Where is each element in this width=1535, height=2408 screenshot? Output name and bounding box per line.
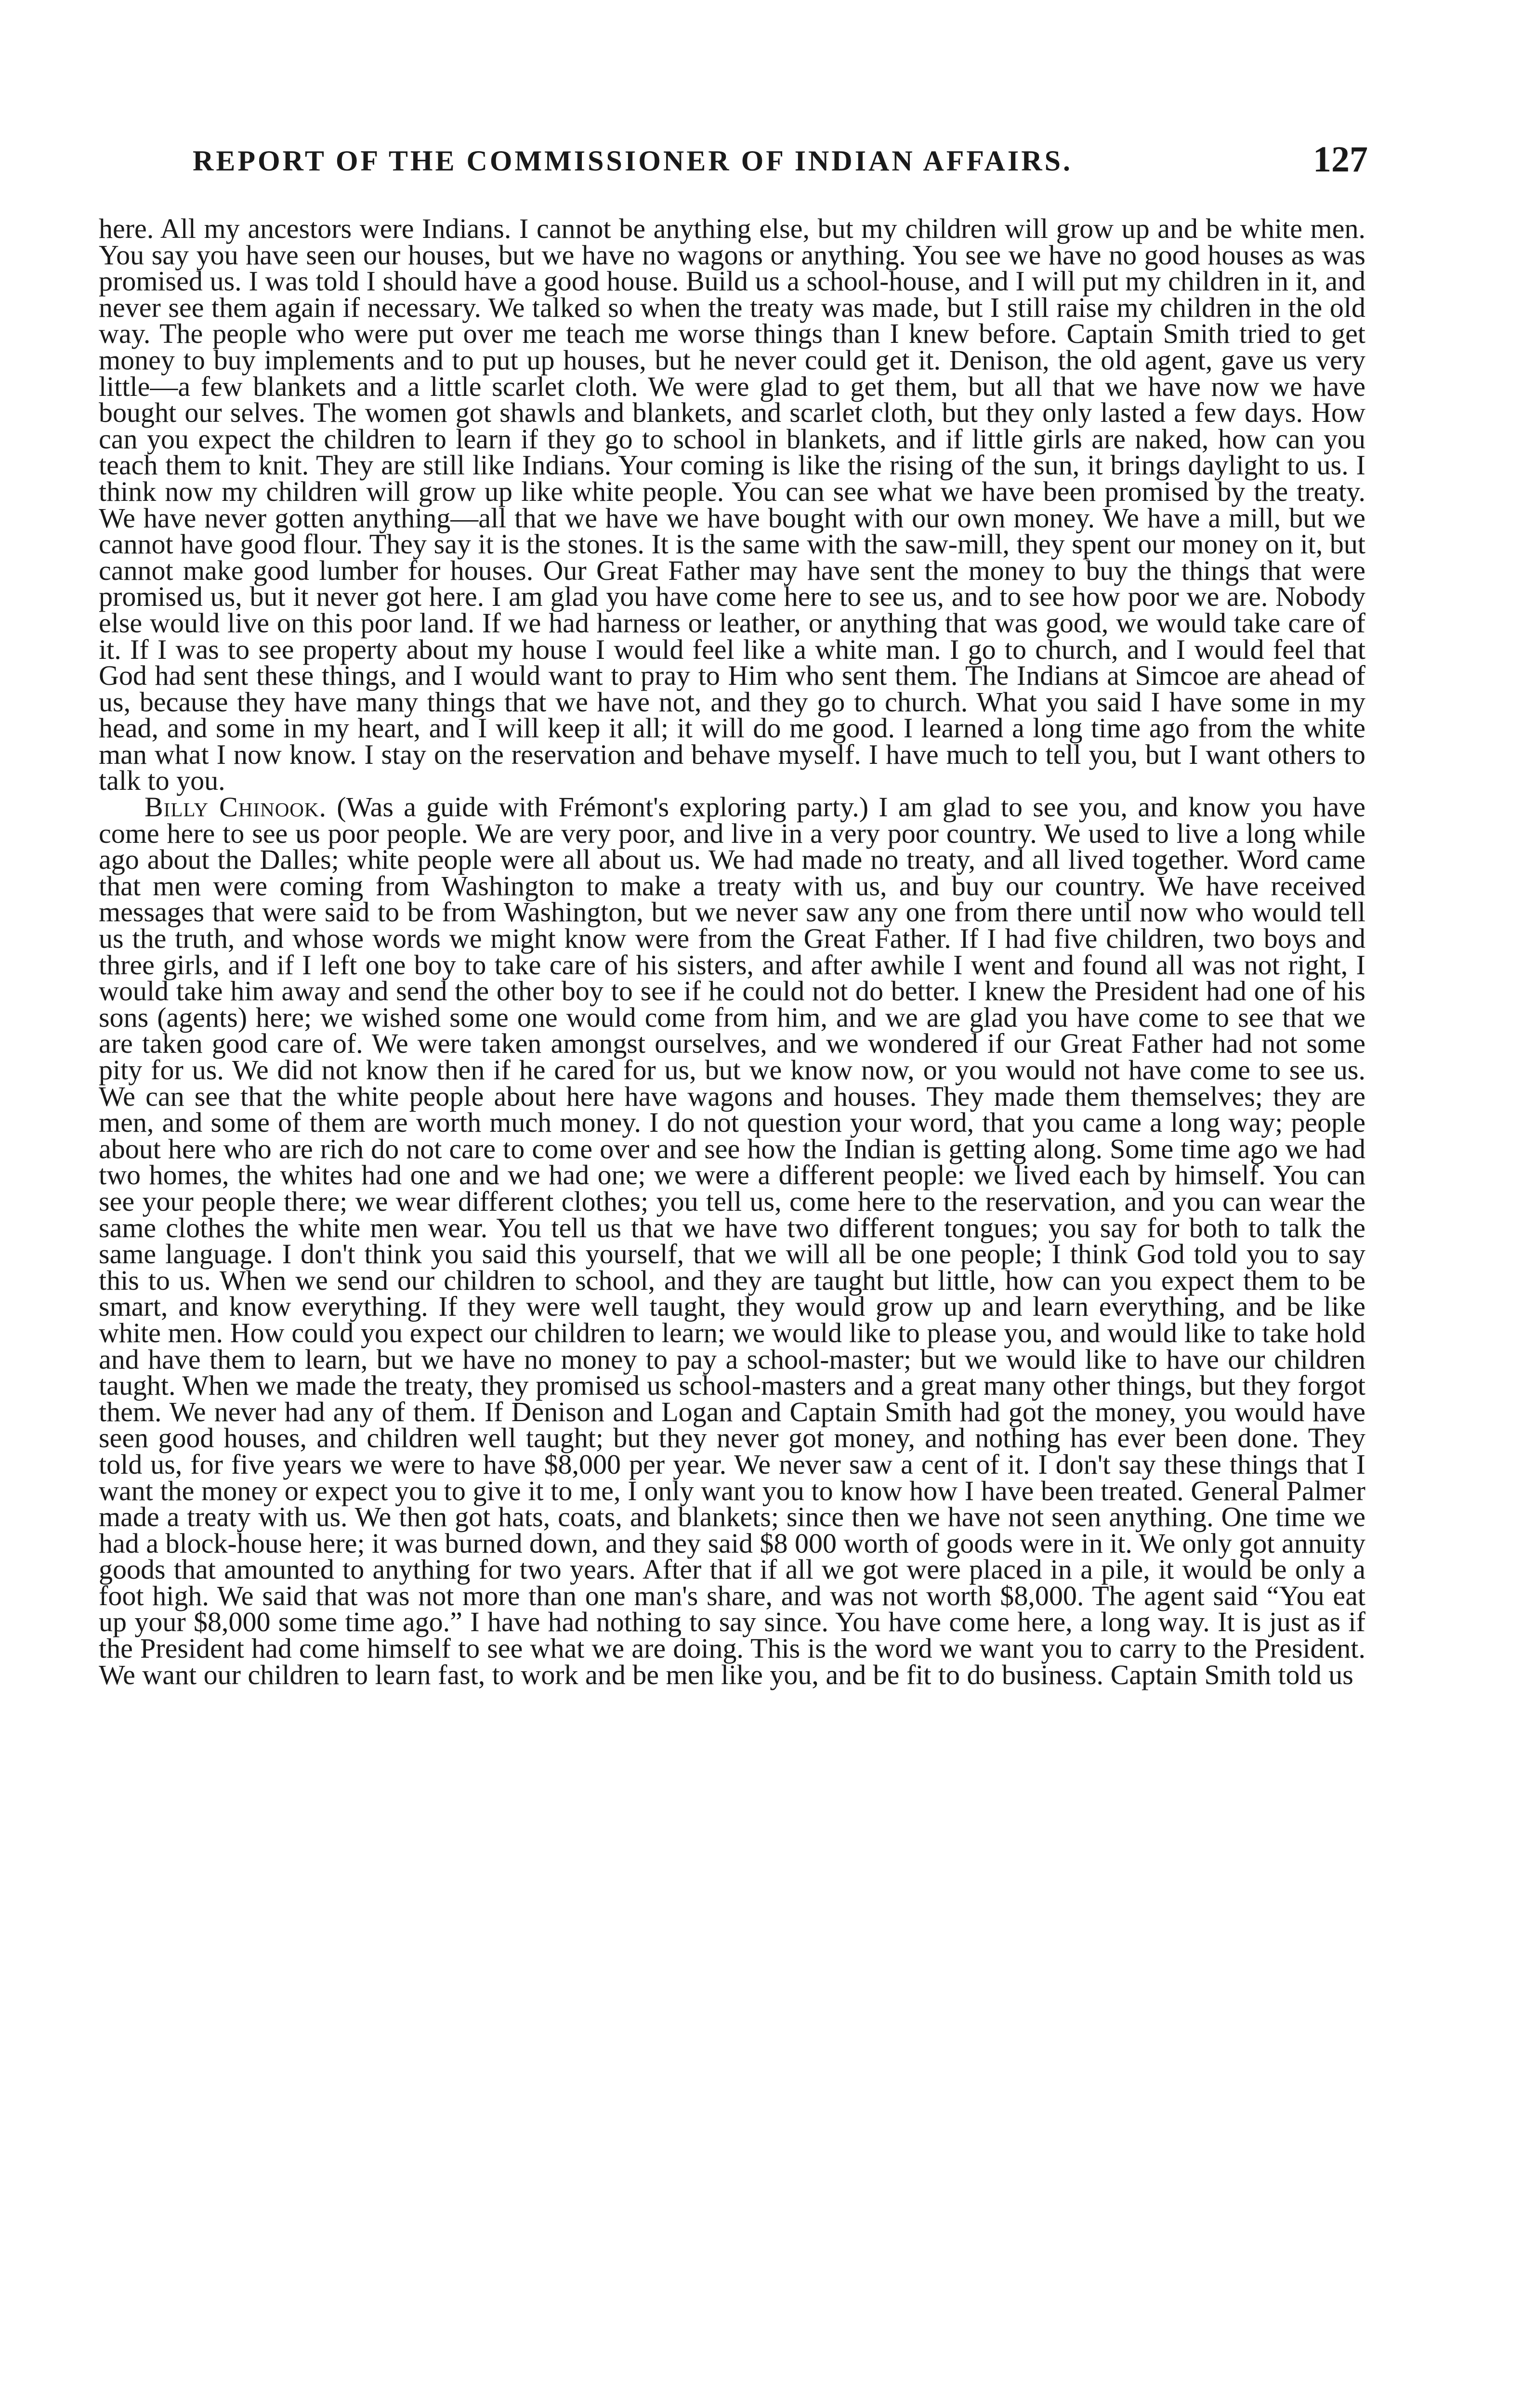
paragraph: [99, 213, 1365, 797]
speaker-name: Billy Chinook.: [144, 791, 327, 823]
page-number: 127: [1313, 139, 1368, 180]
page-header: [193, 130, 1368, 188]
paragraph-text: here. All my ancestors were Indians. I cannot be anything else, but my children will grow up and be white men. You say you have seen our houses, but we have no wagons or anything. You see we have no good houses as was promised us. I was told I should have a good house. Build us a school-house, and I will put my children in it, and never see them again if necessary. We talked so when the treaty was made, but I still raise my children in the old way. The people who were put over me teach me worse things than I knew before. Captain Smith tried to get money to buy implements and to put up houses, but he never could get it. Denison, the old agent, gave us very little—a few blankets and a little scarlet cloth. We were glad to get them, but all that we have now we have bought our selves. The women got shawls and blankets, and scarlet cloth, but they only lasted a few days. How can you expect the children to learn if they go to school in blankets, and if little girls are naked, how can you teach them to knit. They are still like Indians. Your coming is like the rising of the sun, it brings daylight to us. I think now my children will grow up like white people. You can see what we have been promised by the treaty. We have never gotten anything—all that we have we have bought with our own money. We have a mill, but we cannot have good flour. They say it is the stones. It is the same with the saw-mill, they spent our money on it, but cannot make good lumber for houses. Our Great Father may have sent the money to buy the things that were promised us, but it never got here. I am glad you have come here to see us, and to see how poor we are. Nobody else would live on this poor land. If we had harness or leather, or anything that was good, we would take care of it. If I was to see property about my house I would feel like a white man. I go to church, and I would feel that God had sent these things, and I would want to pray to Him who sent them. The Indians at Simcoe are ahead of us, because they have many things that we have not, and they go to church. What you said I have some in my head, and some in my heart, and I will keep it all; it will do me good. I learned a long time ago from the white man what I now know. I stay on the reservation and behave myself. I have much to tell you, but I want others to talk to you.: [99, 213, 1365, 797]
paragraph: [99, 791, 1365, 1690]
body-text: [99, 213, 1365, 1690]
paragraph-text: (Was a guide with Frémont's exploring party.) I am glad to see you, and know you have come here to see us poor people. We are very poor, and live in a very poor country. We used to live a long while ago about the Dalles; white people were all about us. We had made no treaty, and all lived together. Word came that men were coming from Washington to make a treaty with us, and buy our country. We have received messages that were said to be from Washington, but we never saw any one from there until now who would tell us the truth, and whose words we might know were from the Great Father. If I had five children, two boys and three girls, and if I left one boy to take care of his sisters, and after awhile I went and found all was not right, I would take him away and send the other boy to see if he could not do better. I knew the President had one of his sons (agents) here; we wished some one would come from him, and we are glad you have come to see that we are taken good care of. We were taken amongst ourselves, and we wondered if our Great Father had not some pity for us. We did not know then if he cared for us, but we know now, or you would not have come to see us. We can see that the white people about here have wagons and houses. They made them themselves; they are men, and some of them are worth much money. I do not question your word, that you came a long way; people about here who are rich do not care to come over and see how the Indian is getting along. Some time ago we had two homes, the whites had one and we had one; we were a different people: we lived each by himself. You can see your people there; we wear different clothes; you tell us, come here to the reservation, and you can wear the same clothes the white men wear. You tell us that we have two different tongues; you say for both to talk the same language. I don't think you said this yourself, that we will all be one people; I think God told you to say this to us. When we send our children to school, and they are taught but little, how can you expect them to be smart, and know everything. If they were well taught, they would grow up and learn everything, and be like white men. How could you expect our children to learn; we would like to please you, and would like to take hold and have them to learn, but we have no money to pay a school-master; but we would like to have our children taught. When we made the treaty, they promised us school-masters and a great many other things, but they forgot them. We never had any of them. If Denison and Logan and Captain Smith had got the money, you would have seen good houses, and children well taught; but they never got money, and nothing has ever been done. They told us, for five years we were to have $8,000 per year. We never saw a cent of it. I don't say these things that I want the money or expect you to give it to me, I only want you to know how I have been treated. General Palmer made a treaty with us. We then got hats, coats, and blankets; since then we have not seen anything. One time we had a block-house here; it was burned down, and they said $8 000 worth of goods were in it. We only got annuity goods that amounted to anything for two years. After that if all we got were placed in a pile, it would be only a foot high. We said that was not more than one man's share, and was not worth $8,000. The agent said “You eat up your $8,000 some time ago.” I have had nothing to say since. You have come here, a long way. It is just as if the President had come himself to see what we are doing. This is the word we want you to carry to the President. We want our children to learn fast, to work and be men like you, and be fit to do business. Captain Smith told us: [99, 791, 1365, 1690]
running-title: REPORT OF THE COMMISSIONER OF INDIAN AFFAIRS.: [193, 145, 1073, 177]
